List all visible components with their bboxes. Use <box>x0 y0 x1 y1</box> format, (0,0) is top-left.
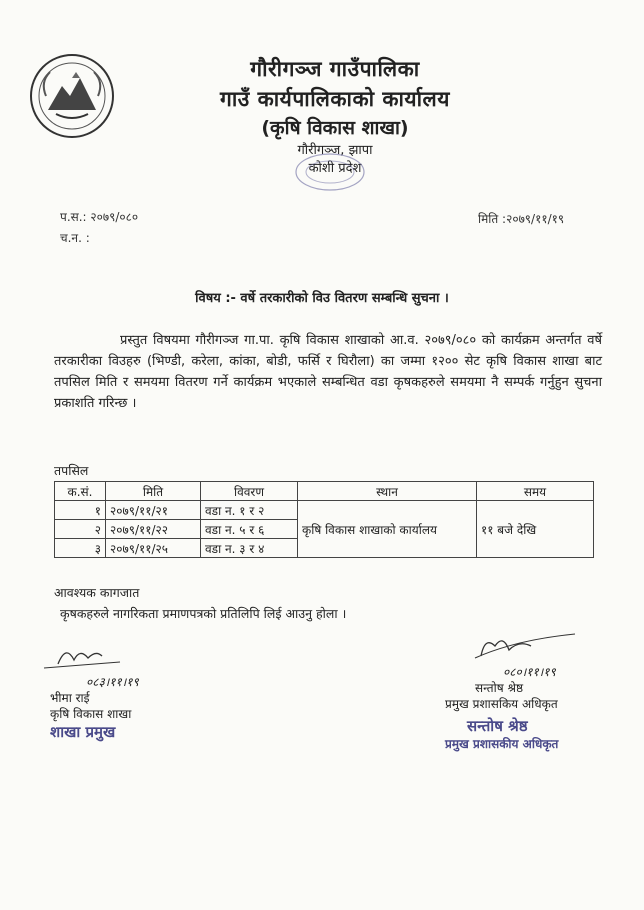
row-detail: वडा न. ३ र ४ <box>201 539 298 558</box>
row-sn: १ <box>55 501 106 520</box>
row-sn: ३ <box>55 539 106 558</box>
col-header-date: मिति <box>106 482 201 501</box>
col-header-location: स्थान <box>298 482 477 501</box>
col-header-detail: विवरण <box>201 482 298 501</box>
province-name: कोशी प्रदेश <box>308 161 362 176</box>
handwritten-signature-icon <box>445 632 585 660</box>
office-address: गौरीगञ्ज, झापा <box>297 143 373 158</box>
notice-body <box>54 330 602 414</box>
signer-stamp-left: शाखा प्रमुख <box>50 723 116 741</box>
table-header-row <box>55 482 594 501</box>
signer-designation-right: प्रमुख प्रशासकिय अधिकृत <box>445 697 558 711</box>
nepal-emblem-icon <box>28 52 116 140</box>
row-time: ११ बजे देखि <box>477 501 594 558</box>
row-date: २०७९/११/२२ <box>106 520 201 539</box>
signature-block-left <box>40 640 190 742</box>
office-seal-icon <box>290 150 370 194</box>
branch-name: (कृषि विकास शाखा) <box>261 117 409 139</box>
col-header-time: समय <box>477 482 594 501</box>
documents-text: कृषकहरुले नागरिकता प्रमाणपत्रको प्रतिलिपि लिई आउनु होला । <box>60 606 347 621</box>
table-row <box>55 501 594 520</box>
dispatch-number: च.न. : <box>60 231 90 245</box>
org-name: गौरीगञ्ज गाउँपालिका <box>250 57 420 81</box>
signature-date-right: ०८०।११।१९ <box>503 665 556 679</box>
handwritten-signature-icon <box>40 640 170 670</box>
documents-title: आवश्यक कागजात <box>54 585 140 600</box>
row-date: २०७९/११/२१ <box>106 501 201 520</box>
office-name: गाउँ कार्यपालिकाको कार्यालय <box>220 87 450 111</box>
schedule-label: तपसिल <box>54 463 89 478</box>
col-header-sn: क.सं. <box>55 482 106 501</box>
signer-branch-left: कृषि विकास शाखा <box>50 707 132 721</box>
subject-line: विषय :- वर्षे तरकारीको विउ वितरण सम्बन्धि सुचना । <box>195 291 449 306</box>
signature-date-left: ०८३।११।१९ <box>86 675 139 689</box>
letter-date: मिति :२०७९/११/१९ <box>478 212 565 226</box>
signer-name-left: भीमा राई <box>50 691 90 705</box>
signature-block-right <box>445 632 615 752</box>
notice-paragraph: प्रस्तुत विषयमा गौरीगञ्ज गा.पा. कृषि विकास शाखाको आ.व. २०७९/०८० को कार्यक्रम अन्तर्गत वर्षे तरकारीका विउहरु (भिण्डी, करेला, कांका, बोडी, फर्सि र घिरौला) का जम्मा १२०० सेट कृषि विकास शाखा बाट तपसिल मिति र समयमा वितरण गर्ने कार्यक्रम भएकाले सम्बन्धित वडा कृषकहरुले समयमा नै सम्पर्क गर्नुहुन सुचना प्रकाशति गरिन्छ । <box>54 333 602 411</box>
row-detail: वडा न. ५ र ६ <box>201 520 298 539</box>
row-detail: वडा न. १ र २ <box>201 501 298 520</box>
signer-stamp-designation-right: प्रमुख प्रशासकीय अधिकृत <box>445 737 559 751</box>
row-date: २०७९/११/२५ <box>106 539 201 558</box>
row-sn: २ <box>55 520 106 539</box>
schedule-table <box>54 481 594 558</box>
signer-name-right: सन्तोष श्रेष्ठ <box>475 681 524 695</box>
reference-number: प.स.: २०७९/०८० <box>60 210 139 224</box>
signer-stamp-name-right: सन्तोष श्रेष्ठ <box>467 717 528 735</box>
row-location: कृषि विकास शाखाको कार्यालय <box>298 501 477 558</box>
